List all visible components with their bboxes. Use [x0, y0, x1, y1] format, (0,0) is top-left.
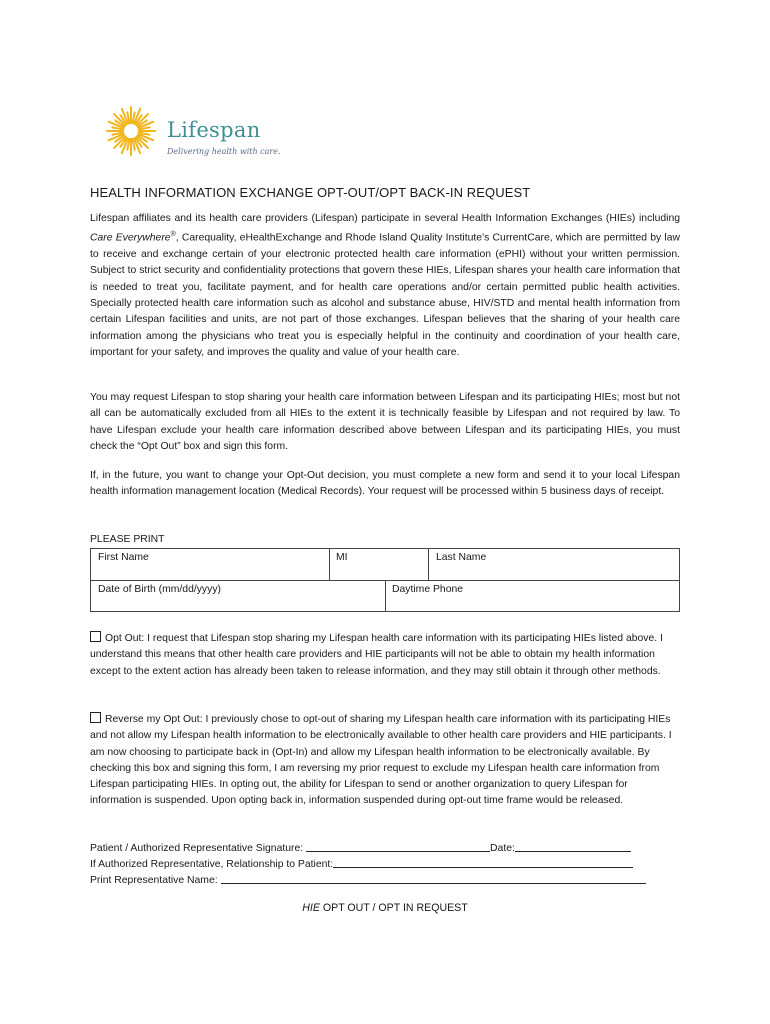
reverse-opt-out-checkbox[interactable]: [90, 712, 101, 723]
care-everywhere-term: Care Everywhere: [90, 232, 171, 244]
date-field[interactable]: [515, 840, 631, 852]
relationship-label: If Authorized Representative, Relationship to Patient:: [90, 859, 334, 870]
intro-paragraph: Lifespan affiliates and its health care providers (Lifespan) participate in several Health Information Exchanges (HIEs) including Care Everywhere®, Carequality, eHealthExchange and Rhode Island Quality Institute’s CurrentCare, which are permitted by law to receive and exchange certain of your electronic protected health care information (ePHI) without your written permission. Subject to strict security and confidentiality protections that govern these HIEs, Lifespan shares your health care information that is needed to treat you, facilitate payment, and for health care operations and/or certain permitted public health activities. Specially protected health care information such as alcohol and substance abuse, HIV/STD and mental health information from certain Lifespan facilities and units, are not part of those exchanges. Lifespan believes that the sharing of your health care information among the physicians who treat you is especially helpful in the continuity and coordination of your health care, important for your safety, and improves the quality and value of your health care.: [90, 213, 680, 358]
dob-field[interactable]: [98, 584, 381, 610]
phone-label: Daytime Phone: [392, 584, 464, 595]
footer-hie: HIE: [302, 902, 320, 914]
opt-out-option: [90, 631, 682, 680]
last-name-field[interactable]: [436, 552, 674, 578]
mi-field[interactable]: [336, 552, 424, 578]
opt-out-text: Opt Out: I request that Lifespan stop sharing my Lifespan health care information with its participating HIEs listed above. I understand this means that other health care providers and HIE participants will not be able to obtain my health information except to the extent action has already been taken to release information, and they may still obtain it through other methods.: [90, 633, 663, 677]
patient-info-grid: [90, 548, 680, 612]
logo-name: Lifespan: [167, 118, 261, 142]
form-title: HEALTH INFORMATION EXCHANGE OPT-OUT/OPT BACK-IN REQUEST: [90, 185, 531, 200]
relationship-line: [90, 856, 633, 870]
relationship-field[interactable]: [333, 856, 633, 868]
footer-title: [0, 902, 770, 914]
footer-rest: OPT OUT / OPT IN REQUEST: [319, 902, 468, 914]
mi-label: MI: [336, 552, 348, 563]
dob-label: Date of Birth (mm/dd/yyyy): [98, 584, 221, 595]
signature-line: [90, 840, 631, 854]
date-label: Date:: [490, 843, 515, 854]
registered-mark: ®: [170, 231, 176, 239]
first-name-field[interactable]: [98, 552, 326, 578]
reverse-opt-out-text: Reverse my Opt Out: I previously chose to opt-out of sharing my Lifespan health care information with its participating HIEs and not allow my Lifespan health information to be electronically available to other health care providers and HIE participants. I am now choosing to participate back in (Opt-In) and allow my Lifespan health information to be electronically available. By checking this box and signing this form, I am reversing my prior request to exclude my Lifespan health care information from Lifespan participating HIEs. In opting out, the ability for Lifespan to send or another organization to query Lifespan for information is suspended. Upon opting back in, information suspended during opt-out time frame would be released.: [90, 714, 672, 807]
request-paragraph: You may request Lifespan to stop sharing your health care information between Lifespan and its participating HIEs; most but not all can be automatically excluded from all HIEs to the extent it is technically feasible by Lifespan and not required by law. To have Lifespan exclude your health care information described above between Lifespan and its participating HIEs, you must check the “Opt Out” box and sign this form.: [90, 392, 680, 452]
please-print-label: PLEASE PRINT: [90, 534, 165, 545]
phone-field[interactable]: [392, 584, 674, 610]
signature-label: Patient / Authorized Representative Signature:: [90, 843, 307, 854]
first-name-label: First Name: [98, 552, 149, 563]
signature-field[interactable]: [306, 840, 490, 852]
reverse-opt-out-option: [90, 712, 682, 810]
print-rep-line: [90, 872, 646, 886]
lifespan-logo: [105, 104, 305, 164]
future-change-paragraph: If, in the future, you want to change your Opt-Out decision, you must complete a new form and send it to your local Lifespan health information management location (Medical Records). Your request will be processed within 5 business days of receipt.: [90, 470, 680, 498]
logo-tagline: Delivering health with care.: [167, 147, 281, 156]
opt-out-checkbox[interactable]: [90, 631, 101, 642]
print-rep-label: Print Representative Name:: [90, 875, 221, 886]
sun-logo-icon: [105, 104, 161, 160]
print-rep-field[interactable]: [221, 872, 646, 884]
last-name-label: Last Name: [436, 552, 487, 563]
